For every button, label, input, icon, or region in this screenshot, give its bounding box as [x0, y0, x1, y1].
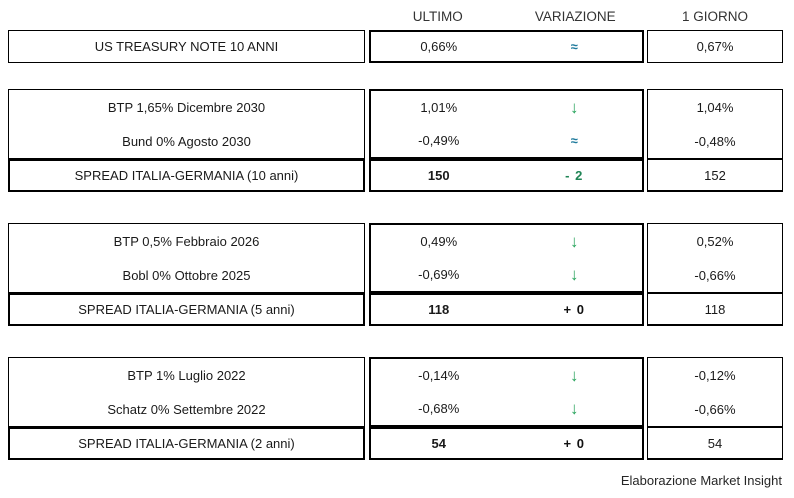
spread-label: SPREAD ITALIA-GERMANIA (5 anni)	[8, 293, 365, 326]
down-arrow-icon: ↓	[570, 232, 579, 251]
ultimo-value: -0,69%	[418, 267, 460, 282]
spread-giorno-value: 152	[647, 159, 783, 192]
section-us-treasury	[8, 30, 783, 63]
spread-variation-value: + 0	[563, 302, 585, 317]
section-2-anni	[8, 357, 783, 460]
values-box	[369, 357, 644, 427]
giorno-value: -0,66%	[694, 267, 736, 283]
source-credit: Elaborazione Market Insight	[620, 473, 782, 488]
instrument-label-box	[8, 89, 365, 159]
instrument-label: US TREASURY NOTE 10 ANNI	[94, 39, 279, 54]
instrument-label: Bund 0% Agosto 2030	[122, 133, 251, 149]
down-arrow-icon: ↓	[570, 399, 579, 418]
values-box	[369, 30, 644, 63]
spread-row-5-anni	[8, 293, 783, 326]
spread-ultimo-value: 150	[427, 168, 450, 183]
giorno-box	[647, 223, 783, 293]
spread-label: SPREAD ITALIA-GERMANIA (10 anni)	[8, 159, 365, 192]
giorno-value: 0,67%	[696, 39, 734, 54]
instrument-label: BTP 1,65% Dicembre 2030	[107, 99, 266, 115]
giorno-box	[647, 357, 783, 427]
approx-equal-icon: ≈	[570, 133, 578, 148]
instrument-label-box	[8, 223, 365, 293]
ultimo-value: -0,14%	[418, 368, 460, 383]
spread-giorno-value: 118	[647, 293, 783, 326]
instrument-label: BTP 0,5% Febbraio 2026	[113, 233, 260, 249]
table-header-row	[8, 6, 783, 27]
instrument-label-box	[8, 30, 365, 63]
spread-ultimo-value: 54	[431, 436, 446, 451]
giorno-box	[647, 30, 783, 63]
giorno-value: -0,48%	[694, 133, 736, 149]
giorno-value: -0,12%	[694, 367, 736, 383]
section-10-anni	[8, 89, 783, 192]
instrument-label: BTP 1% Luglio 2022	[127, 367, 246, 383]
approx-equal-icon: ≈	[570, 39, 578, 54]
spread-ultimo-value: 118	[428, 302, 450, 317]
down-arrow-icon: ↓	[570, 265, 579, 284]
values-box	[369, 89, 644, 159]
giorno-box	[647, 89, 783, 159]
spread-label: SPREAD ITALIA-GERMANIA (2 anni)	[8, 427, 365, 460]
spread-row-2-anni	[8, 427, 783, 460]
giorno-value: 1,04%	[696, 99, 734, 115]
spread-row-10-anni	[8, 159, 783, 192]
ultimo-value: 1,01%	[420, 100, 458, 115]
giorno-value: 0,52%	[696, 233, 734, 249]
giorno-value: -0,66%	[694, 401, 736, 417]
column-header-ultimo: ULTIMO	[412, 9, 463, 24]
ultimo-value: 0,66%	[420, 39, 458, 54]
column-header-1giorno: 1 GIORNO	[681, 9, 748, 24]
instrument-label: Bobl 0% Ottobre 2025	[122, 267, 251, 283]
ultimo-value: -0,68%	[418, 401, 460, 416]
values-box	[369, 223, 644, 293]
instrument-label-box	[8, 357, 365, 427]
ultimo-value: 0,49%	[420, 234, 458, 249]
spread-giorno-value: 54	[647, 427, 783, 460]
instrument-label: Schatz 0% Settembre 2022	[107, 401, 266, 417]
down-arrow-icon: ↓	[570, 98, 579, 117]
spread-variation-value: + 0	[563, 436, 585, 451]
spread-variation-value: - 2	[565, 168, 584, 183]
column-header-variazione: VARIAZIONE	[534, 9, 616, 24]
section-5-anni	[8, 223, 783, 326]
ultimo-value: -0,49%	[418, 133, 460, 148]
down-arrow-icon: ↓	[570, 366, 579, 385]
